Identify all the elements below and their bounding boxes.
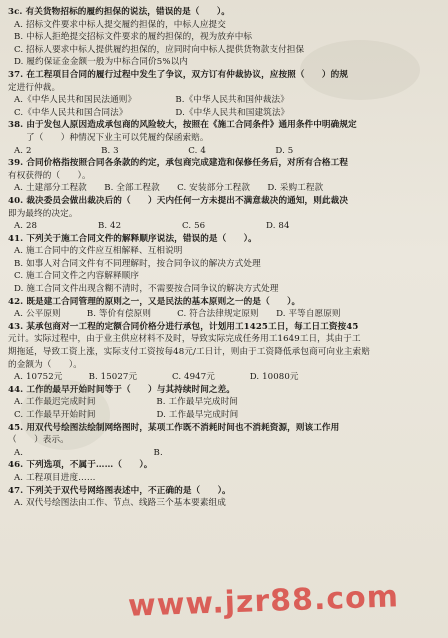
answer-option-line: B. 如事人对合同文件有不同理解时，按合同争议的解决方式处理 <box>14 258 261 269</box>
text-line: 了（ ）种情况下业主可以凭履约保函索赔。 <box>26 132 209 143</box>
question-line: 37. 在工程项目合同的履行过程中发生了争议，双方订有仲裁协议，应按照（ ）的规 <box>8 69 349 80</box>
answer-option-line: D. 施工合同文件出现含糊不清时，不需要按合同争议的解决方式处理 <box>14 284 279 295</box>
question-line: 39. 合同价格指按照合同各条款的约定，承包商完成建造和保修任务后，对所有合格工程 <box>8 158 349 169</box>
answer-option-line: A. 工作最迟完成时间 B. 工作最早完成时间 <box>14 397 239 408</box>
answer-option-line: A. 招标文件要求中标人提交履约担保的，中标人应提交 <box>14 19 226 30</box>
question-line: 43. 某承包商对一工程的定额合同价格分进行承包，计划用工1425工日，每工日工资按45 <box>8 321 359 332</box>
answer-option-line: A. 2 B. 3 C. 4 D. 5 <box>14 145 294 156</box>
answer-option-line: A. 工程项目进度…… <box>14 472 96 483</box>
answer-option-line: C. 施工合同文件之内容解释顺序 <box>14 271 140 282</box>
paper-stain <box>20 380 110 450</box>
answer-option-line: A. 土建部分工程款 B. 全部工程款 C. 安装部分工程款 D. 采购工程款 <box>14 183 324 194</box>
question-line: 3c. 有关货物招标的履约担保的说法，错误的是（ ）。 <box>8 7 230 17</box>
paper-stain <box>300 40 420 100</box>
answer-option-line: A. 10752元 B. 15027元 C. 4947元 D. 10080元 <box>14 372 299 383</box>
site-watermark: www.jzr88.com <box>127 579 400 624</box>
answer-option-line: A. 双代号绘图法由工作、节点、线路三个基本要素组成 <box>14 498 226 509</box>
question-line: 47. 下列关于双代号网络图表述中，不正确的是（ ）。 <box>8 485 231 496</box>
question-line: 42. 既是建工合同管理的原则之一，又是民法的基本原则之一的是（ ）。 <box>8 296 301 307</box>
text-line: （ ）表示。 <box>8 435 69 446</box>
answer-option-line: B. 中标人拒绝提交招标文件要求的履约担保的，视为放弃中标 <box>14 32 253 43</box>
text-line: 定进行仲裁。 <box>8 82 61 93</box>
question-line: 44. 工作的最早开始时间等于（ ）与其持续时间之差。 <box>8 384 235 395</box>
question-line: 38. 由于发包人原因造成承包商的风险较大，按照在《施工合同条件》通用条件中明确规定 <box>8 120 357 131</box>
answer-option-line: A. 施工合同中的文件应互相解释、互相说明 <box>14 246 183 257</box>
answer-option-line: A.《中华人民共和国民法通则》 B.《中华人民共和国仲裁法》 <box>14 95 289 106</box>
question-line: 46. 下列选项，不属于……（ ）。 <box>8 460 153 471</box>
text-line: 有权获得的（ ）。 <box>8 170 91 181</box>
question-line: 45. 用双代号绘图法绘制网络图时，某项工作既不消耗时间也不消耗资源，则该工作用 <box>8 422 340 433</box>
question-line: 41. 下列关于施工合同文件的解释顺序说法，错误的是（ ）。 <box>8 233 257 244</box>
answer-option-line: C. 招标人要求中标人提供履约担保的，应同时向中标人提供货物款支付担保 <box>14 44 305 55</box>
text-line: 期拖延，导致工资上涨，实际支付工资按每48元/工日计，则由于工资降低承包商可向业主索赔 <box>8 347 370 358</box>
answer-option-line: C. 工作最早开始时间 D. 工作最早完成时间 <box>14 410 239 420</box>
answer-option-line: C.《中华人民共和国合同法》 D.《中华人民共和国建筑法》 <box>14 107 290 118</box>
answer-option-line: A. B. <box>14 447 163 458</box>
text-line: 即为最终的决定。 <box>8 208 78 219</box>
question-line: 40. 裁决委员会做出裁决后的（ ）天内任何一方未提出不满意裁决的通知，则此裁决 <box>8 195 349 206</box>
text-line: 元计。实际过程中，由于业主供应材料不及时，导致实际完成任务用工1649工日，其由于工 <box>8 334 361 345</box>
answer-option-line: A. 28 B. 42 C. 56 D. 84 <box>14 221 290 232</box>
text-line: 的金额为（ ）。 <box>8 359 82 370</box>
answer-option-line: D. 履约保证金金额一般为中标合同价5%以内 <box>14 57 188 68</box>
answer-option-line: A. 公平原则 B. 等价有偿原则 C. 符合法律规定原则 D. 平等自愿原则 <box>14 309 341 320</box>
